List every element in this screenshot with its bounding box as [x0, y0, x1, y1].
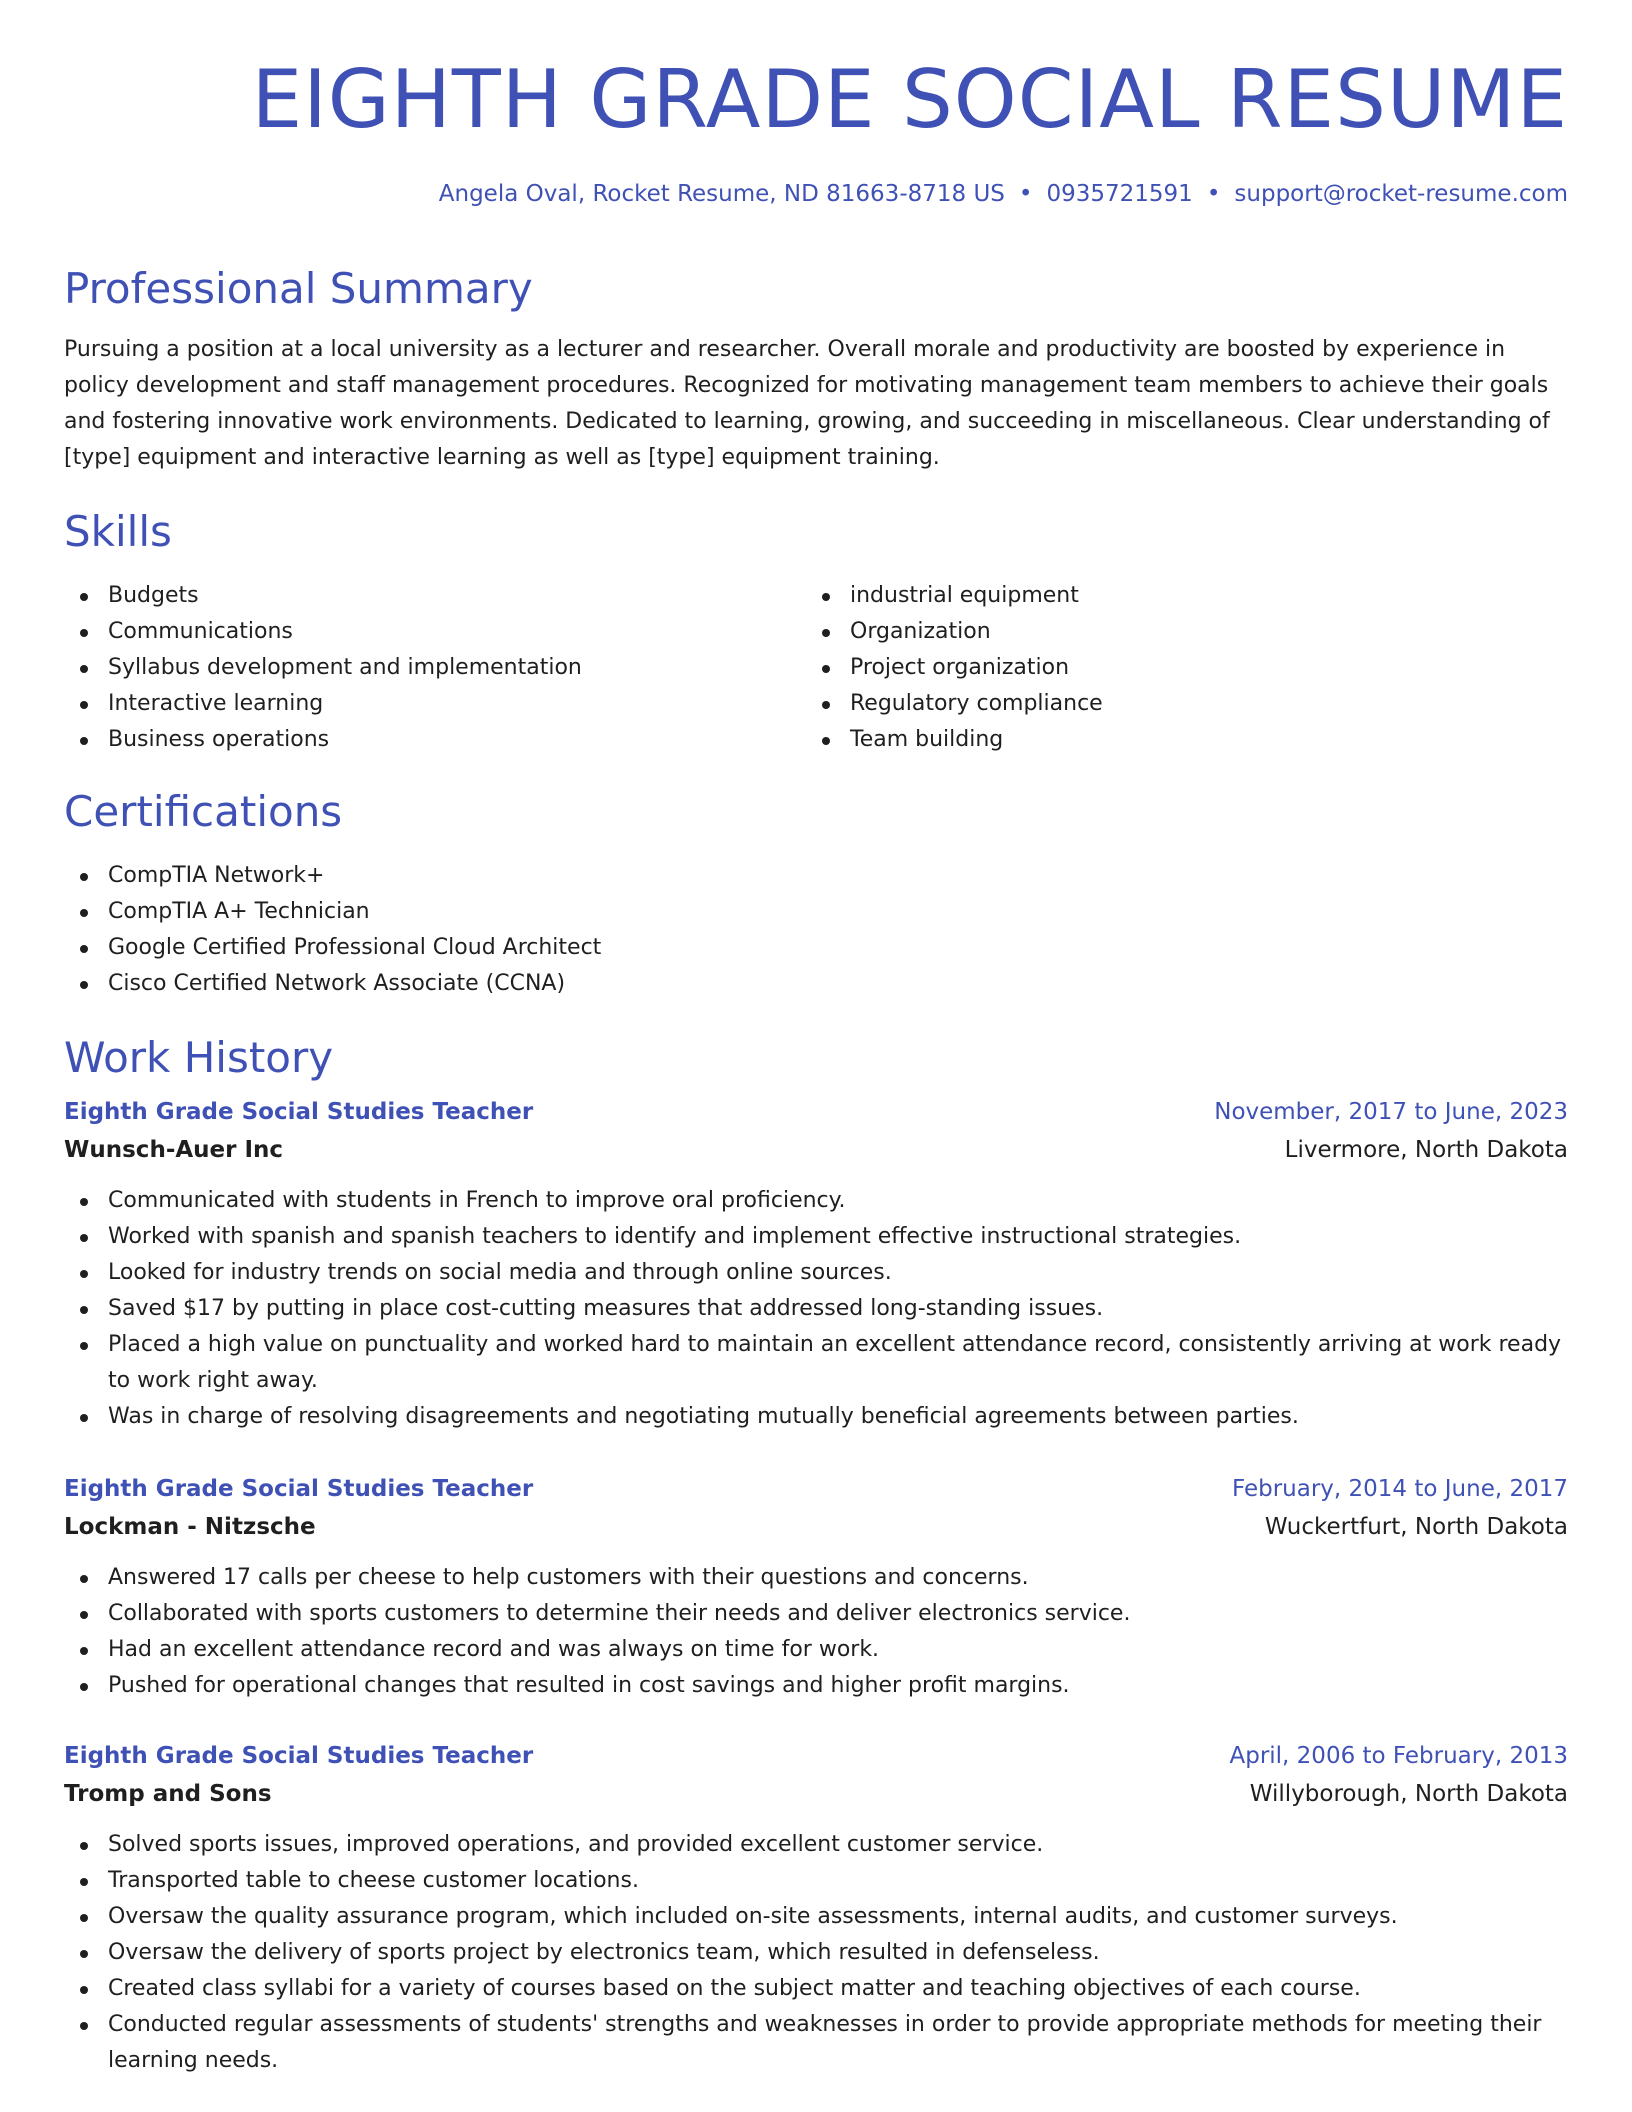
- job-bullet: Saved $17 by putting in place cost-cutting measures that addressed long-standing issues.: [64, 1291, 1568, 1327]
- job-entry: [64, 1737, 1568, 2079]
- job-header: [64, 1470, 1568, 1508]
- job-bullet: Transported table to cheese customer locations.: [64, 1863, 1568, 1899]
- skill-item: Organization: [806, 614, 1548, 650]
- certification-item: Cisco Certified Network Associate (CCNA): [64, 966, 1568, 1002]
- resume-title: EIGHTH GRADE SOCIAL RESUME: [251, 53, 1568, 146]
- certifications-list: [64, 858, 1568, 1002]
- job-bullets: [64, 1827, 1568, 2079]
- job-bullet: Oversaw the delivery of sports project by electronics team, which resulted in defenseless.: [64, 1935, 1568, 1971]
- job-location: Wuckertfurt, North Dakota: [1264, 1514, 1568, 1540]
- skills-list-left: [64, 578, 806, 758]
- skill-item: Project organization: [806, 650, 1548, 686]
- skill-item: Regulatory compliance: [806, 686, 1548, 722]
- job-bullet: Had an excellent attendance record and was always on time for work.: [64, 1632, 1568, 1668]
- job-bullet: Answered 17 calls per cheese to help customers with their questions and concerns.: [64, 1560, 1568, 1596]
- job-dates: April, 2006 to February, 2013: [1229, 1743, 1568, 1769]
- certification-item: CompTIA Network+: [64, 858, 1568, 894]
- job-title: Eighth Grade Social Studies Teacher: [64, 1476, 534, 1502]
- summary-heading: Professional Summary: [64, 264, 533, 313]
- skill-item: Business operations: [64, 722, 806, 758]
- job-dates: November, 2017 to June, 2023: [1214, 1099, 1568, 1125]
- job-entry: [64, 1093, 1568, 1435]
- certification-item: CompTIA A+ Technician: [64, 894, 1568, 930]
- skill-item: Team building: [806, 722, 1548, 758]
- contact-separator: •: [1018, 181, 1033, 207]
- skills-heading: Skills: [64, 507, 172, 556]
- job-company: Lockman - Nitzsche: [64, 1514, 316, 1540]
- summary-text: Pursuing a position at a local university as a lecturer and researcher. Overall morale and productivity are boosted by experience in policy development and staff management procedures. Recognized for motivating management team members to achieve their goals and fostering innovative work environments. Dedicated to learning, growing, and succeeding in miscellaneous. Clear understanding of [type] equipment and interactive learning as well as [type] equipment training.: [64, 337, 1550, 470]
- contact-separator: •: [1206, 181, 1221, 207]
- job-location: Livermore, North Dakota: [1284, 1137, 1568, 1163]
- skill-item: Communications: [64, 614, 806, 650]
- job-bullet: Created class syllabi for a variety of courses based on the subject matter and teaching objectives of each course.: [64, 1971, 1568, 2007]
- job-bullet: Solved sports issues, improved operations, and provided excellent customer service.: [64, 1827, 1568, 1863]
- skill-item: Syllabus development and implementation: [64, 650, 806, 686]
- job-company: Wunsch-Auer Inc: [64, 1137, 284, 1163]
- job-bullet: Pushed for operational changes that resulted in cost savings and higher profit margins.: [64, 1668, 1568, 1704]
- job-header: [64, 1093, 1568, 1131]
- job-bullet: Collaborated with sports customers to determine their needs and deliver electronics service.: [64, 1596, 1568, 1632]
- contact-phone: 0935721591: [1046, 181, 1193, 207]
- job-bullet: Placed a high value on punctuality and worked hard to maintain an excellent attendance record, consistently arriving at work ready to work right away.: [64, 1327, 1568, 1399]
- job-subheader: [64, 1508, 1568, 1546]
- job-dates: February, 2014 to June, 2017: [1231, 1476, 1568, 1502]
- contact-address: Angela Oval, Rocket Resume, ND 81663-8718 US: [438, 181, 1005, 207]
- skill-item: Budgets: [64, 578, 806, 614]
- job-subheader: [64, 1775, 1568, 1813]
- skills-columns: [64, 578, 1568, 758]
- skill-item: industrial equipment: [806, 578, 1548, 614]
- job-company: Tromp and Sons: [64, 1781, 272, 1807]
- work-history-heading: Work History: [64, 1033, 334, 1082]
- job-title: Eighth Grade Social Studies Teacher: [64, 1099, 534, 1125]
- certification-item: Google Certified Professional Cloud Architect: [64, 930, 1568, 966]
- job-title: Eighth Grade Social Studies Teacher: [64, 1743, 534, 1769]
- job-bullet: Oversaw the quality assurance program, which included on-site assessments, internal audits, and customer surveys.: [64, 1899, 1568, 1935]
- job-bullet: Was in charge of resolving disagreements and negotiating mutually beneficial agreements between parties.: [64, 1399, 1568, 1435]
- job-bullet: Communicated with students in French to improve oral proficiency.: [64, 1183, 1568, 1219]
- job-entry: [64, 1470, 1568, 1704]
- job-header: [64, 1737, 1568, 1775]
- skills-list-right: [806, 578, 1548, 758]
- job-bullet: Worked with spanish and spanish teachers to identify and implement effective instructional strategies.: [64, 1219, 1568, 1255]
- job-bullets: [64, 1183, 1568, 1435]
- job-location: Willyborough, North Dakota: [1249, 1781, 1568, 1807]
- certifications-heading: Certifications: [64, 787, 343, 836]
- job-subheader: [64, 1131, 1568, 1169]
- job-bullet: Looked for industry trends on social media and through online sources.: [64, 1255, 1568, 1291]
- contact-line: [439, 179, 1568, 209]
- skill-item: Interactive learning: [64, 686, 806, 722]
- job-bullets: [64, 1560, 1568, 1704]
- contact-email[interactable]: support@rocket-resume.com: [1234, 181, 1568, 207]
- job-bullet: Conducted regular assessments of students' strengths and weaknesses in order to provide appropriate methods for meeting their learning needs.: [64, 2007, 1568, 2079]
